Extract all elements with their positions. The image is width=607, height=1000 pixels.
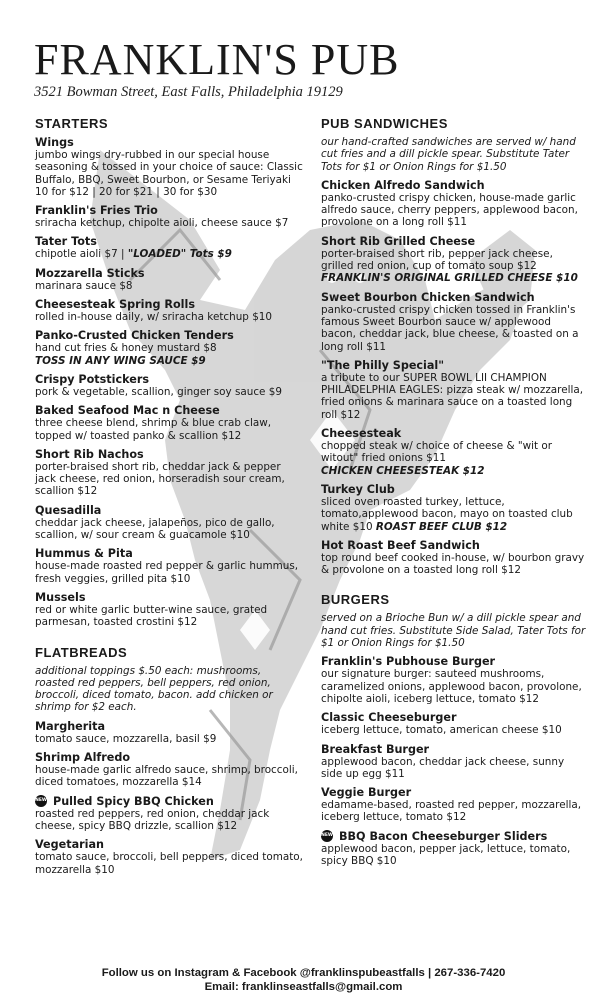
item-name: Veggie Burger: [321, 786, 412, 800]
item-description-text: iceberg lettuce, tomato, american cheese $10: [321, 724, 562, 737]
menu-item-veggie-burger: [321, 786, 587, 824]
item-name: Wings: [35, 136, 74, 149]
item-description: [35, 417, 303, 442]
item-description-text: cheddar jack cheese, jalapeños, pico de gallo, scallion, w/ sour cream & guacamole $10: [35, 516, 275, 542]
item-name: Pulled Spicy BBQ Chicken: [53, 794, 214, 808]
item-description-text: hand cut fries & honey mustard $8: [35, 342, 217, 355]
menu-item-short-rib-nachos: [35, 448, 303, 498]
item-name-row: [321, 711, 587, 724]
section-title: STARTERS: [35, 116, 109, 131]
menu-item-cheesesteak-spring-rolls: [35, 298, 303, 323]
footer-email: Email: franklinseastfalls@gmail.com: [204, 981, 403, 993]
item-name: Franklin's Pubhouse Burger: [321, 655, 496, 669]
pub-address: 3521 Bowman Street, East Falls, Philadelphia 19129: [34, 84, 343, 100]
item-name: Short Rib Nachos: [35, 447, 144, 461]
item-name: Panko-Crusted Chicken Tenders: [35, 329, 234, 343]
item-name: Turkey Club: [321, 482, 395, 496]
item-description: [321, 724, 587, 736]
item-name: Margherita: [35, 719, 106, 733]
item-description-text: red or white garlic butter-wine sauce, grated parmesan, toasted crostini $12: [35, 603, 268, 629]
item-name: BBQ Bacon Cheeseburger Sliders: [339, 829, 548, 843]
item-description-text: marinara sauce $8: [35, 279, 133, 292]
menu-item-margherita: [35, 720, 303, 745]
menu-item-panko-crusted-chicken-tenders: [35, 329, 303, 367]
item-name: Sweet Bourbon Chicken Sandwich: [321, 290, 535, 304]
item-description: [35, 342, 303, 354]
item-name-row: [35, 373, 303, 386]
item-description: [321, 799, 587, 824]
item-name: Quesadilla: [35, 503, 102, 517]
menu-item-quesadilla: [35, 504, 303, 542]
item-description-text: sliced oven roasted turkey, lettuce, tomato,applewood bacon, mayo on toasted club white $10: [321, 495, 573, 533]
item-name-row: [321, 743, 587, 756]
item-name: Baked Seafood Mac n Cheese: [35, 404, 220, 418]
item-upgrade: TOSS IN ANY WING SAUCE $9: [35, 354, 206, 367]
item-name-row: [35, 448, 303, 461]
section-note: served on a Brioche Bun w/ a dill pickle spear and hand cut fries. Substitute Side Salad, Tater Tots for $1 or Onion Rings for $1.50: [321, 612, 586, 650]
item-name: Mussels: [35, 590, 86, 604]
item-description: [35, 808, 303, 833]
left-column: [35, 116, 303, 882]
item-name-row: [35, 298, 303, 311]
item-upgrade: CHICKEN CHEESESTEAK $12: [321, 464, 485, 477]
item-description-text: three cheese blend, shrimp & blue crab claw, topped w/ toasted panko & scallion $12: [35, 417, 272, 442]
item-description-text: house-made roasted red pepper & garlic hummus, fresh veggies, grilled pita $10: [35, 560, 299, 585]
item-name: Shrimp Alfredo: [35, 751, 131, 765]
item-name-row: [321, 235, 587, 248]
item-description: [35, 280, 303, 292]
item-description-text: jumbo wings dry-rubbed in our special house seasoning & tossed in your choice of sauce: Classic Buffalo, BBQ, Sweet Bourbon, or Sesame Teriyaki 10 for $12 | 20 for $21 | 30 for $30: [35, 149, 303, 198]
footer-social: Follow us on Instagram & Facebook @franklinspubeastfalls | 267-336-7420: [101, 967, 506, 979]
section-title: BURGERS: [321, 592, 390, 608]
section-title: FLATBREADS: [35, 644, 128, 660]
item-upgrade: "LOADED" Tots $9: [127, 248, 232, 261]
item-description: [321, 372, 587, 421]
item-description: [35, 604, 303, 629]
item-description-text: chipotle aioli $7 |: [35, 248, 125, 261]
menu-item-franklin-s-pubhouse-burger: [321, 655, 587, 705]
item-description: [321, 304, 587, 353]
item-upgrade: FRANKLIN'S ORIGINAL GRILLED CHEESE $10: [321, 272, 578, 285]
item-name-row: [35, 235, 303, 248]
item-description: [35, 851, 303, 876]
item-description-text: panko-crusted crispy chicken tossed in Franklin's famous Sweet Bourbon sauce w/ applewood bacon, cheddar jack, blue cheese, & toasted on a long roll $11: [321, 303, 579, 353]
right-column: [321, 116, 587, 873]
item-description-text: sriracha ketchup, chipolte aioli, cheese sauce $7: [35, 217, 289, 230]
item-name-row: [321, 359, 587, 372]
item-name: "The Philly Special": [321, 358, 445, 372]
pub-title: FRANKLIN'S PUB: [34, 35, 400, 84]
item-name-row: [321, 427, 587, 440]
item-description: [35, 517, 303, 542]
section-flatbreads: [35, 645, 303, 876]
menu-item-sweet-bourbon-chicken-sandwich: [321, 291, 587, 353]
item-name-row: [35, 720, 303, 733]
item-description-text: applewood bacon, cheddar jack cheese, sunny side up egg $11: [321, 755, 565, 780]
item-description: [321, 843, 587, 868]
item-name-row: [321, 539, 587, 552]
new-badge-icon: NEW: [35, 795, 47, 807]
item-name-row: [35, 329, 303, 342]
item-description-text: rolled in-house daily, w/ sriracha ketchup $10: [35, 311, 273, 324]
item-description: [35, 560, 303, 585]
item-description-text: roasted red peppers, red onion, cheddar jack cheese, spicy BBQ drizzle, scallion $12: [35, 807, 270, 832]
item-name: Hot Roast Beef Sandwich: [321, 538, 480, 552]
item-name-row: [35, 204, 303, 217]
item-description-text: panko-crusted crispy chicken, house-made garlic alfredo sauce, cherry peppers, applewood bacon, provolone on a long roll $11: [321, 191, 578, 229]
item-description: [35, 217, 303, 229]
item-description-text: edamame-based, roasted red pepper, mozzarella, iceberg lettuce, tomato $12: [321, 799, 582, 824]
item-name-row: [321, 291, 587, 304]
menu-item-mozzarella-sticks: [35, 267, 303, 292]
menu-item-hummus-pita: [35, 547, 303, 585]
item-description: [321, 248, 587, 273]
item-name: Cheesesteak Spring Rolls: [35, 298, 195, 312]
new-badge-icon: NEW: [321, 830, 333, 842]
menu-item-pulled-spicy-bbq-chicken: [35, 795, 303, 833]
item-description: [321, 756, 587, 781]
item-description: [321, 192, 587, 229]
menu-item-mussels: [35, 591, 303, 629]
item-name: Franklin's Fries Trio: [35, 204, 158, 218]
item-description-text: pork & vegetable, scallion, ginger soy sauce $9: [35, 385, 282, 398]
item-description: [321, 496, 587, 533]
item-name-row: [35, 136, 303, 149]
section-title: PUB SANDWICHES: [321, 116, 448, 131]
footer: [0, 966, 607, 994]
item-name-row: [321, 483, 587, 496]
item-description-text: our signature burger: sauteed mushrooms, caramelized onions, applewood bacon, provolone, chipolte aioli, iceberg lettuce, tomato $12: [321, 668, 582, 705]
item-description: [35, 386, 303, 398]
section-note: our hand-crafted sandwiches are served w/ hand cut fries and a dill pickle spear. Substitute Tater Tots for $1 or Onion Rings for $1.50: [321, 136, 576, 173]
item-name-row: [35, 795, 303, 808]
item-name: Vegetarian: [35, 838, 104, 852]
menu-item-shrimp-alfredo: [35, 751, 303, 789]
section-burgers: [321, 592, 587, 867]
menu-header: [34, 35, 400, 101]
menu-item-turkey-club: [321, 483, 587, 533]
menu-item-breakfast-burger: [321, 743, 587, 781]
item-description-text: tomato sauce, broccoli, bell peppers, diced tomato, mozzarella $10: [35, 851, 303, 876]
menu-item-crispy-potstickers: [35, 373, 303, 398]
item-name: Crispy Potstickers: [35, 372, 150, 386]
menu-item-hot-roast-beef-sandwich: [321, 539, 587, 577]
item-name-row: [35, 547, 303, 560]
item-description: [35, 764, 303, 789]
section-pub-sandwiches: [321, 116, 587, 576]
item-description: [35, 733, 303, 745]
item-description-text: applewood bacon, pepper jack, lettuce, tomato, spicy BBQ $10: [321, 842, 571, 867]
item-name-row: [35, 267, 303, 280]
item-description: [35, 311, 303, 323]
section-starters: [35, 116, 303, 629]
menu-item-franklin-s-fries-trio: [35, 204, 303, 229]
item-name-row: [321, 786, 587, 799]
item-name-row: [35, 838, 303, 851]
item-description-text: a tribute to our SUPER BOWL LII CHAMPION PHILADELPHIA EAGLES: pizza steak w/ mozzarella, fried onions & marinara sauce on a toasted long roll $12: [321, 371, 584, 421]
item-name-row: [35, 404, 303, 417]
item-name: Mozzarella Sticks: [35, 266, 145, 280]
item-name: Tater Tots: [35, 235, 97, 249]
menu-item-baked-seafood-mac-n-cheese: [35, 404, 303, 442]
item-name: Classic Cheeseburger: [321, 711, 457, 725]
item-description-text: tomato sauce, mozzarella, basil $9: [35, 732, 217, 745]
item-description: [35, 248, 303, 260]
item-description-text: porter-braised short rib, pepper jack cheese, grilled red onion, cup of tomato soup $12: [321, 247, 553, 273]
item-name-row: [35, 504, 303, 517]
item-name: Breakfast Burger: [321, 742, 430, 756]
section-note: additional toppings $.50 each: mushrooms, roasted red peppers, bell peppers, red onion, broccoli, diced tomato, bacon. add chicken or shrimp for $2 each.: [35, 664, 273, 714]
menu-item-chicken-alfredo-sandwich: [321, 179, 587, 229]
item-upgrade: ROAST BEEF CLUB $12: [375, 520, 508, 533]
item-description-text: top round beef cooked in-house, w/ bourbon gravy & provolone on a toasted long roll $12: [321, 551, 585, 577]
item-description-text: house-made garlic alfredo sauce, shrimp, broccoli, diced tomatoes, mozzarella $14: [35, 764, 298, 789]
menu-item-the-philly-special: [321, 359, 587, 421]
item-name-row: [35, 751, 303, 764]
menu-item-bbq-bacon-cheeseburger-sliders: [321, 830, 587, 868]
item-description-text: chopped steak w/ choice of cheese & "wit or witout" fried onions $11: [321, 440, 553, 465]
item-description: [35, 149, 303, 198]
menu-item-short-rib-grilled-cheese: [321, 235, 587, 285]
item-name: Cheesesteak: [321, 427, 402, 441]
menu-item-classic-cheeseburger: [321, 711, 587, 736]
item-name: Hummus & Pita: [35, 547, 133, 561]
menu-item-wings: [35, 136, 303, 198]
item-name-row: [321, 655, 587, 668]
menu-item-vegetarian: [35, 838, 303, 876]
item-description: [321, 668, 587, 705]
item-description: [321, 440, 587, 465]
item-description: [35, 461, 303, 498]
item-name: Chicken Alfredo Sandwich: [321, 178, 485, 192]
item-name: Short Rib Grilled Cheese: [321, 234, 476, 248]
menu-item-tater-tots: [35, 235, 303, 260]
item-description: [321, 552, 587, 577]
item-name-row: [35, 591, 303, 604]
item-name-row: [321, 830, 587, 843]
item-name-row: [321, 179, 587, 192]
item-description-text: porter-braised short rib, cheddar jack & pepper jack cheese, red onion, horseradish sour cream, scallion $12: [35, 460, 285, 498]
menu-item-cheesesteak: [321, 427, 587, 477]
